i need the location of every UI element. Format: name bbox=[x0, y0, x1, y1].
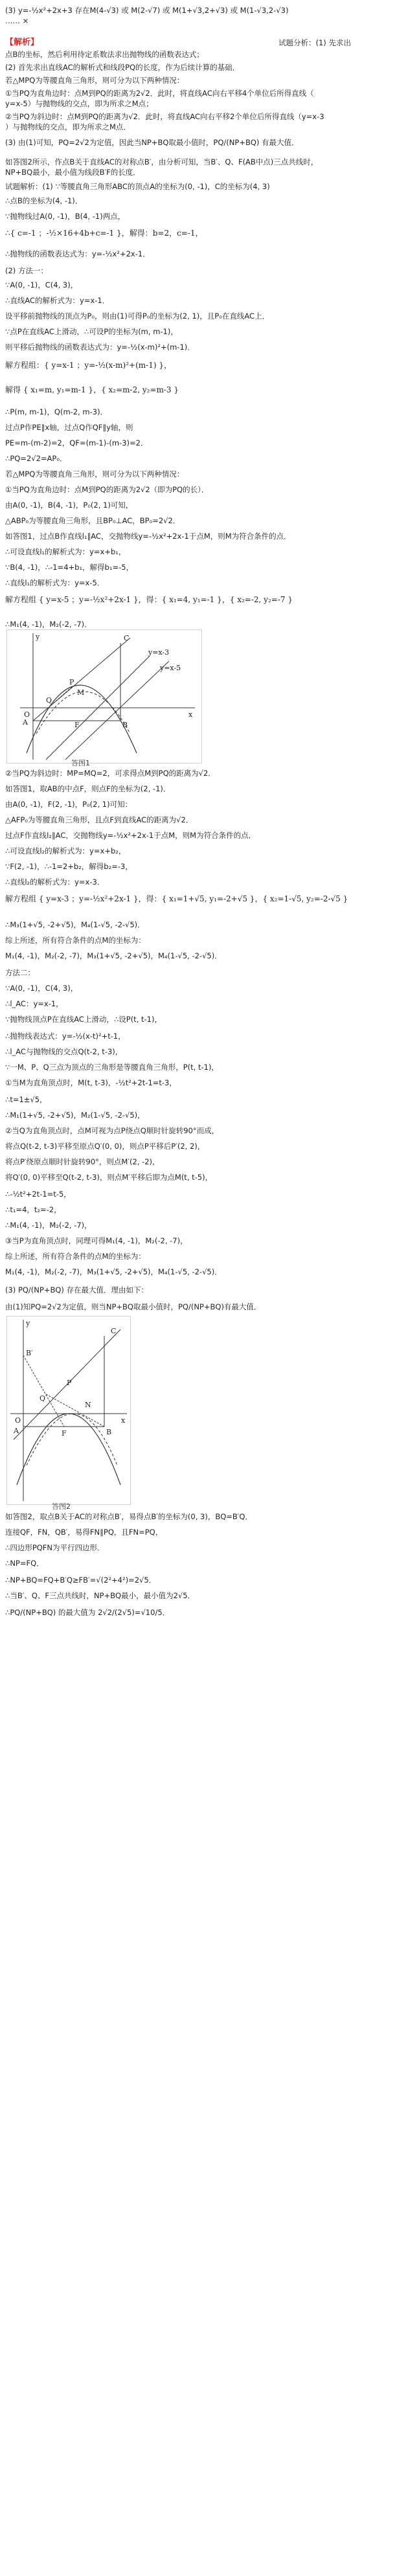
solution-line: ∴可设直线l₁的解析式为：y=x+b₁， bbox=[5, 547, 126, 556]
solution-line: 由A(0, -1)，B(4, -1)，P₀(2, 1)可知， bbox=[5, 501, 133, 510]
fig1-line1-label: y=x-3 bbox=[148, 648, 170, 657]
fig2-x-label: x bbox=[121, 1416, 126, 1425]
fig1-y-label: y bbox=[36, 633, 40, 641]
solution-line: ∵B(4, -1)，∴-1=4+b₁，解得b₁=-5， bbox=[5, 563, 134, 572]
figure-2 bbox=[6, 1316, 131, 1505]
solution-line: ∵F(2, -1)，∴-1=2+b₂，解得b₂=-3， bbox=[5, 862, 133, 871]
solution-line: 解方程组 { y=x-5 ；y=-½x²+2x-1 }，得：{ x₁=4, y₁=-1 }，{ x₂=-2, y₂=-7 } bbox=[5, 595, 293, 604]
figure-1-graph bbox=[7, 630, 201, 763]
solution-line: ∴直线AC的解析式为：y=x-1． bbox=[5, 296, 110, 305]
solution-line: 【解析】 bbox=[5, 38, 40, 47]
solution-line: ）与抛物线的交点，即为所求之M点． bbox=[5, 122, 131, 131]
solution-line: 过点P作PE∥x轴，过点Q作QF∥y轴，则 bbox=[5, 423, 133, 432]
solution-line: 由(1)知PQ=2√2为定值，则当NP+BQ取最小值时，PQ/(NP+BQ)有最大值． bbox=[5, 1302, 262, 1311]
solution-line: ∴PQ/(NP+BQ) 的最大值为 2√2/(2√5)=√10/5． bbox=[5, 1608, 170, 1617]
figure-2-caption: 答图2 bbox=[52, 1502, 71, 1511]
solution-line: ①当M为直角顶点时，M(t, t-3)，-½t²+2t-1=t-3， bbox=[5, 1078, 177, 1087]
fig2-f-label: F bbox=[62, 1429, 67, 1438]
solution-line: PE=m-(m-2)=2，QF=(m-1)-(m-3)=2． bbox=[5, 438, 148, 447]
solution-line: ∴直线l₁的解析式为：y=x-5． bbox=[5, 578, 105, 587]
solution-line: ∴{ c=-1 ；-½×16+4b+c=-1 }，解得：b=2，c=-1， bbox=[5, 229, 203, 238]
solution-line: ∴M₁(4, -1)，M₂(-2, -7)． bbox=[5, 620, 92, 629]
solution-line: 过点F作直线l₂∥AC，交抛物线y=-½x²+2x-1于点M，则M为符合条件的点． bbox=[5, 831, 256, 840]
fig1-x-label: x bbox=[188, 710, 193, 719]
fig1-f-label: F bbox=[74, 721, 80, 729]
fig2-origin-label: O bbox=[15, 1416, 21, 1425]
solution-line: ∵点P在直线AC上滑动，∴可设P的坐标为(m, m-1)， bbox=[5, 327, 178, 336]
solution-line: 试题分析：(1) 先求出 bbox=[278, 38, 351, 47]
solution-line: 若△MPQ为等腰直角三角形，则可分为以下两种情况： bbox=[5, 76, 185, 85]
solution-line: ∴四边形PQFN为平行四边形． bbox=[5, 1543, 105, 1552]
fig1-line2-label: y=x-5 bbox=[160, 664, 181, 672]
solution-line: 如答图2，取点B关于AC的对称点B′，易得点B′的坐标为(0, 3)，BQ=B′Q． bbox=[5, 1512, 253, 1521]
solution-line: ③当P为直角顶点时，同理可得M₁(4, -1)，M₂(-2, -7)， bbox=[5, 1236, 188, 1245]
solution-line: 点B的坐标，然后利用待定系数法求出抛物线的函数表达式； bbox=[5, 50, 204, 59]
solution-line: ∴NP+BQ=FQ+B′Q≥FB′=√(2²+4²)=2√5． bbox=[5, 1576, 157, 1585]
solution-line: 如答图1，取AB的中点F，则点F的坐标为(2, -1)． bbox=[5, 784, 171, 793]
fig2-q-label: Q bbox=[40, 1394, 46, 1403]
fig1-q-label: Q bbox=[46, 696, 52, 705]
solution-line: ∴点B的坐标为(4, -1)． bbox=[5, 196, 83, 205]
solution-line: ∴-½t²+2t-1=t-5， bbox=[5, 1190, 71, 1199]
fig2-y-label: y bbox=[26, 1319, 30, 1328]
solution-line: △ABP₀为等腰直角三角形，且BP₀⊥AC，BP₀=2√2． bbox=[5, 516, 181, 525]
solution-line: ∴PQ=2√2=AP₀． bbox=[5, 454, 67, 463]
solution-line: NP+BQ最小，最小值为线段B′F的长度． bbox=[5, 168, 141, 177]
solution-line: ②当Q为直角顶点时，点M可视为点P绕点Q顺时针旋转90°而成， bbox=[5, 1126, 220, 1135]
solution-line: 若△MPQ为等腰直角三角形，则可分为以下两种情况： bbox=[5, 469, 185, 479]
solution-line: ∴M₁(1+√5, -2+√5)，M₂(1-√5, -2-√5)， bbox=[5, 1111, 145, 1120]
fig2-a-label: A bbox=[14, 1427, 19, 1435]
solution-line: 如答图1，过点B作直线l₁∥AC，交抛物线y=-½x²+2x-1于点M，则M为符合条件的点． bbox=[5, 532, 291, 541]
fig1-c-label: C bbox=[124, 634, 130, 642]
solution-line: ∴t=1±√5， bbox=[5, 1095, 47, 1104]
solution-line: ∴可设直线l₂的解析式为：y=x+b₂， bbox=[5, 846, 126, 855]
solution-line: …… × bbox=[5, 16, 29, 25]
solution-line: ∴抛物线的函数表达式为：y=-½x²+2x-1． bbox=[5, 249, 150, 258]
solution-line: 将Q′(0, 0)平移至Q(t-2, t-3)，则点M′平移后即为点M(t, t-5)， bbox=[5, 1173, 213, 1182]
solution-line: ∴l_AC与抛物线的交点Q(t-2, t-3)， bbox=[5, 1047, 123, 1056]
fig2-n-label: N bbox=[85, 1401, 91, 1409]
solution-line: ∴t₁=4，t₂=-2， bbox=[5, 1205, 62, 1214]
solution-line: ∴M₁(4, -1)，M₂(-2, -7)， bbox=[5, 1221, 92, 1230]
solution-line: M₁(4, -1)，M₂(-2, -7)，M₃(1+√5, -2+√5)，M₄(1-√5, -2-√5)． bbox=[5, 951, 222, 960]
solution-line: 则平移后抛物线的函数表达式为：y=-½(x-m)²+(m-1)． bbox=[5, 343, 195, 352]
fig1-p-label: P bbox=[69, 678, 74, 686]
fig2-c-label: C bbox=[111, 1327, 117, 1335]
solution-line: 设平移前抛物线的顶点为P₀，则由(1)可得P₀的坐标为(2, 1)，且P₀在直线AC上． bbox=[5, 311, 270, 321]
solution-line: (2) 方法一： bbox=[5, 266, 48, 275]
solution-line: 试题解析：(1) ∵等腰直角三角形ABC的顶点A的坐标为(0, -1)，C的坐标为(4, 3) bbox=[5, 182, 270, 191]
solution-line: 由A(0, -1)，F(2, -1)，P₀(2, 1)可知： bbox=[5, 800, 133, 809]
solution-line: 综上所述，所有符合条件的点M的坐标为： bbox=[5, 936, 146, 945]
solution-line: ∵一M、P、Q三点为顶点的三角形是等腰直角三角形，P(t, t-1)， bbox=[5, 1063, 219, 1072]
solution-line: ∴NP=FQ． bbox=[5, 1559, 44, 1568]
solution-line: ∵抛物线顶点P在直线AC上滑动，∴设P(t, t-1)， bbox=[5, 1015, 162, 1024]
solution-line: ①当PQ为直角边时：点M到PQ的距离为2√2．此时，将直线AC向右平移4个单位后所得直线（ bbox=[5, 89, 314, 98]
solution-line: 将点P′绕原点顺时针旋转90°，则点M′(2, -2)， bbox=[5, 1157, 160, 1166]
solution-line: △AFP₀为等腰直角三角形，且点F到直线AC的距离为√2． bbox=[5, 815, 194, 824]
fig1-b-label: B bbox=[122, 721, 128, 729]
solution-line: ∴抛物线表达式：y=-½(x-t)²+t-1， bbox=[5, 1032, 126, 1041]
solution-line: ∵A(0, -1)，C(4, 3)， bbox=[5, 984, 78, 993]
solution-line: ②当PQ为斜边时：MP=MQ=2，可求得点M到PQ的距离为√2． bbox=[5, 769, 216, 778]
solution-line: y=x-5）与抛物线的交点，即为所求之M点； bbox=[5, 99, 153, 108]
fig2-b-label: B bbox=[106, 1428, 112, 1436]
fig1-origin-label: O bbox=[24, 710, 30, 719]
figure-1 bbox=[6, 629, 202, 763]
solution-line: 方法二： bbox=[5, 968, 35, 977]
solution-line: ∴M₃(1+√5, -2+√5)，M₄(1-√5, -2-√5)． bbox=[5, 920, 145, 929]
fig2-p-label: P bbox=[67, 1379, 72, 1387]
solution-line: ②当PQ为斜边时：点M到PQ的距离为√2．此时，将直线AC向右平移2个单位后所得直线（y=x-3 bbox=[5, 112, 324, 121]
solution-line: M₁(4, -1)，M₂(-2, -7)，M₃(1+√5, -2+√5)，M₄(1-√5, -2-√5)． bbox=[5, 1267, 222, 1276]
solution-line: 解方程组：{ y=x-1 ；y=-½(x-m)²+(m-1) }， bbox=[5, 361, 172, 370]
solution-line: ∴直线l₂的解析式为：y=x-3． bbox=[5, 877, 105, 887]
solution-line: (3) 由(1)可知，PQ=2√2为定值，因此当NP+BQ取最小值时，PQ/(NP+BQ) 有最大值． bbox=[5, 138, 299, 147]
solution-line: 解方程组 { y=x-3 ；y=-½x²+2x-1 }，得：{ x₁=1+√5, y₁=-2+√5 }，{ x₂=1-√5, y₂=-2-√5 } bbox=[5, 894, 348, 903]
solution-line: 解得 { x₁=m, y₁=m-1 }，{ x₂=m-2, y₂=m-3 } bbox=[5, 385, 179, 394]
solution-line: (2) 首先求出直线AC的解析式和线段PQ的长度，作为后续计算的基础． bbox=[5, 63, 240, 72]
solution-line: ①当PQ为直角边时：点M到PQ的距离为2√2（即为PQ的长）． bbox=[5, 485, 209, 494]
fig1-m-label: M bbox=[77, 688, 85, 697]
figure-1-caption: 答图1 bbox=[71, 759, 90, 767]
fig2-bprime-label: B′ bbox=[26, 1349, 33, 1357]
solution-line: ∵抛物线过A(0, -1)，B(4, -1)两点， bbox=[5, 212, 126, 221]
fig1-a-label: A bbox=[23, 718, 28, 727]
solution-line: 连接QF，FN，QB′，易得FN∥PQ，且FN=PQ， bbox=[5, 1528, 163, 1537]
solution-line: 综上所述，所有符合条件的点M的坐标为： bbox=[5, 1252, 146, 1261]
solution-line: 如答图2所示，作点B关于直线AC的对称点B′，由分析可知，当B′、Q、F(AB中点)三点共线时， bbox=[5, 157, 319, 166]
solution-line: ∴P(m, m-1)，Q(m-2, m-3)． bbox=[5, 407, 108, 416]
solution-line: ∵A(0, -1)，C(4, 3)， bbox=[5, 280, 78, 289]
solution-line: (3) PQ/(NP+BQ) 存在最大值．理由如下： bbox=[5, 1285, 149, 1294]
solution-line: ∴当B′、Q、F三点共线时，NP+BQ最小，最小值为2√5． bbox=[5, 1591, 196, 1600]
solution-line: ∴l_AC：y=x-1， bbox=[5, 999, 63, 1008]
solution-line: (3) y=-½x²+2x+3 存在M(4-√3) 或 M(2-√7) 或 M(1+√3,2+√3) 或 M(1-√3,2-√3) bbox=[5, 6, 289, 15]
solution-line: 将点Q(t-2, t-3)平移至原点Q′(0, 0)，则点P平移后P′(2, 2)， bbox=[5, 1142, 205, 1151]
figure-2-graph bbox=[7, 1316, 130, 1504]
